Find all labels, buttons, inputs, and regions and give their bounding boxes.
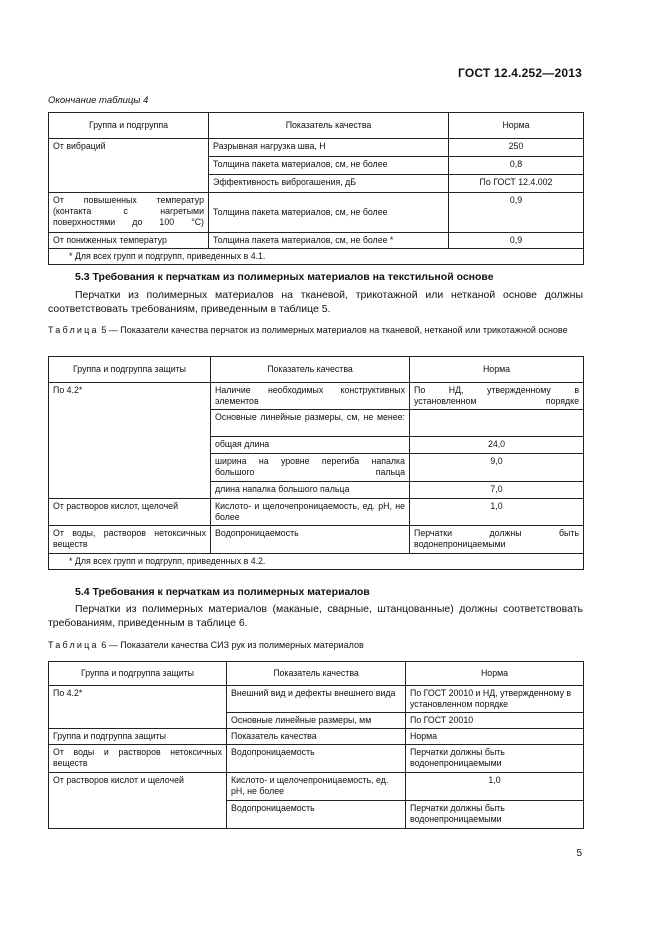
t5-r1-ind-1: Основные линейные размеры, см, не менее: [211,410,410,437]
t5-r1-norm-3: 9,0 [410,454,584,482]
table-4 [48,112,584,265]
t6-r2-norm: Норма [406,729,584,745]
t6-r4-ind-0: Кислото- и щелочепроницаемость, ед. рН, не более [227,773,406,801]
document-header: ГОСТ 12.4.252—2013 [457,66,582,80]
t5-r1-ind-2: общая длина [211,437,410,454]
table-5 [48,356,584,570]
t6-r4-norm-1: Перчатки должны быть водонепроницаемыми [406,801,584,829]
t6-r3-group: От воды и растворов нетоксичных веществ [49,745,227,773]
t6-r3-norm: Перчатки должны быть водонепроницаемыми [406,745,584,773]
table6-caption-word: Таблица [48,640,99,650]
t5-r1-ind-0: Наличие необходимых конструктивных элементов [211,383,410,410]
t6-r4-norm-0: 1,0 [406,773,584,801]
t6-header-group: Группа и подгруппа защиты [49,662,227,686]
t4-r2-norm: 0,9 [449,193,584,233]
t5-r1-group: По 4.2* [49,383,211,499]
section-5-4-text: Перчатки из полимерных материалов (маканые, сварные, штанцованные) должны соответствовать требованиям, приведенным в таблице 6. [48,603,583,629]
t4-r1-ind-0: Разрывная нагрузка шва, Н [209,139,449,157]
t6-r3-ind: Водопроницаемость [227,745,406,773]
t4-r3-norm: 0,9 [449,233,584,249]
t5-r3-ind: Водопроницаемость [211,526,410,554]
t6-r1-norm-1: По ГОСТ 20010 [406,713,584,729]
table6-caption-text: 6 — Показатели качества СИЗ рук из полимерных материалов [101,640,364,650]
section-5-3-text: Перчатки из полимерных материалов на тканевой, трикотажной или нетканой основе должны соответствовать требованиям, приведенным в таблице 5. [48,289,583,315]
page-number: 5 [576,848,582,859]
t4-r2-group: От повышенных температур (контакта с нагретыми поверхностями до 100 °С) [49,193,209,233]
t5-header-indicator: Показатель качества [211,357,410,383]
t5-note: * Для всех групп и подгрупп, приведенных в 4.2. [49,554,584,570]
table5-caption-word: Таблица [48,325,99,335]
t5-r2-group: От растворов кислот, щелочей [49,499,211,526]
t6-header-norm: Норма [406,662,584,686]
table6-caption [48,638,583,653]
t4-r2-ind: Толщина пакета материалов, см, не более [209,193,449,233]
t5-r1-ind-3: ширина на уровне перегиба напалка большого пальца [211,454,410,482]
t4-header-norm: Норма [449,113,584,139]
section-5-3-title: 5.3 Требования к перчаткам из полимерных материалов на текстильной основе [75,271,494,283]
t5-header-group: Группа и подгруппа защиты [49,357,211,383]
table5-caption [48,323,583,338]
t6-r4-group: От растворов кислот и щелочей [49,773,227,829]
t6-r1-ind-1: Основные линейные размеры, мм [227,713,406,729]
t5-header-norm: Норма [410,357,584,383]
t5-r1-ind-4: длина напалка большого пальца [211,482,410,499]
t6-r2-group: Группа и подгруппа защиты [49,729,227,745]
t5-r3-group: От воды, растворов нетоксичных веществ [49,526,211,554]
t4-r1-ind-1: Толщина пакета материалов, см, не более [209,157,449,175]
t4-r3-ind: Толщина пакета материалов, см, не более * [209,233,449,249]
t4-header-indicator: Показатель качества [209,113,449,139]
t6-r1-group: По 4.2* [49,686,227,729]
t6-header-indicator: Показатель качества [227,662,406,686]
t5-r3-norm: Перчатки должны быть водонепроницаемыми [410,526,584,554]
t6-r2-ind: Показатель качества [227,729,406,745]
t4-header-group: Группа и подгруппа [49,113,209,139]
table5-caption-text: 5 — Показатели качества перчаток из полимерных материалов на тканевой, нетканой или трикотажной основе [101,325,568,335]
t4-r1-norm-1: 0,8 [449,157,584,175]
t6-r4-ind-1: Водопроницаемость [227,801,406,829]
t5-r1-norm-2: 24,0 [410,437,584,454]
t6-r1-norm-0: По ГОСТ 20010 и НД, утвержденному в установленном порядке [406,686,584,713]
table-6 [48,661,584,829]
t5-r1-norm-0: По НД, утвержденному в установленном порядке [410,383,584,410]
t4-r1-norm-2: По ГОСТ 12.4.002 [449,175,584,193]
t6-r1-ind-0: Внешний вид и дефекты внешнего вида [227,686,406,713]
table4-caption: Окончание таблицы 4 [48,95,149,106]
t5-r2-norm: 1,0 [410,499,584,526]
t4-r3-group: От пониженных температур [49,233,209,249]
t4-r1-group: От вибраций [49,139,209,193]
t5-r2-ind: Кислото- и щелочепроницаемость, ед. рН, не более [211,499,410,526]
t4-note: * Для всех групп и подгрупп, приведенных в 4.1. [49,249,584,265]
t4-r1-norm-0: 250 [449,139,584,157]
t5-r1-norm-1 [410,410,584,437]
t4-r1-ind-2: Эффективность виброгашения, дБ [209,175,449,193]
section-5-4-title: 5.4 Требования к перчаткам из полимерных материалов [75,586,370,598]
t5-r1-norm-4: 7,0 [410,482,584,499]
